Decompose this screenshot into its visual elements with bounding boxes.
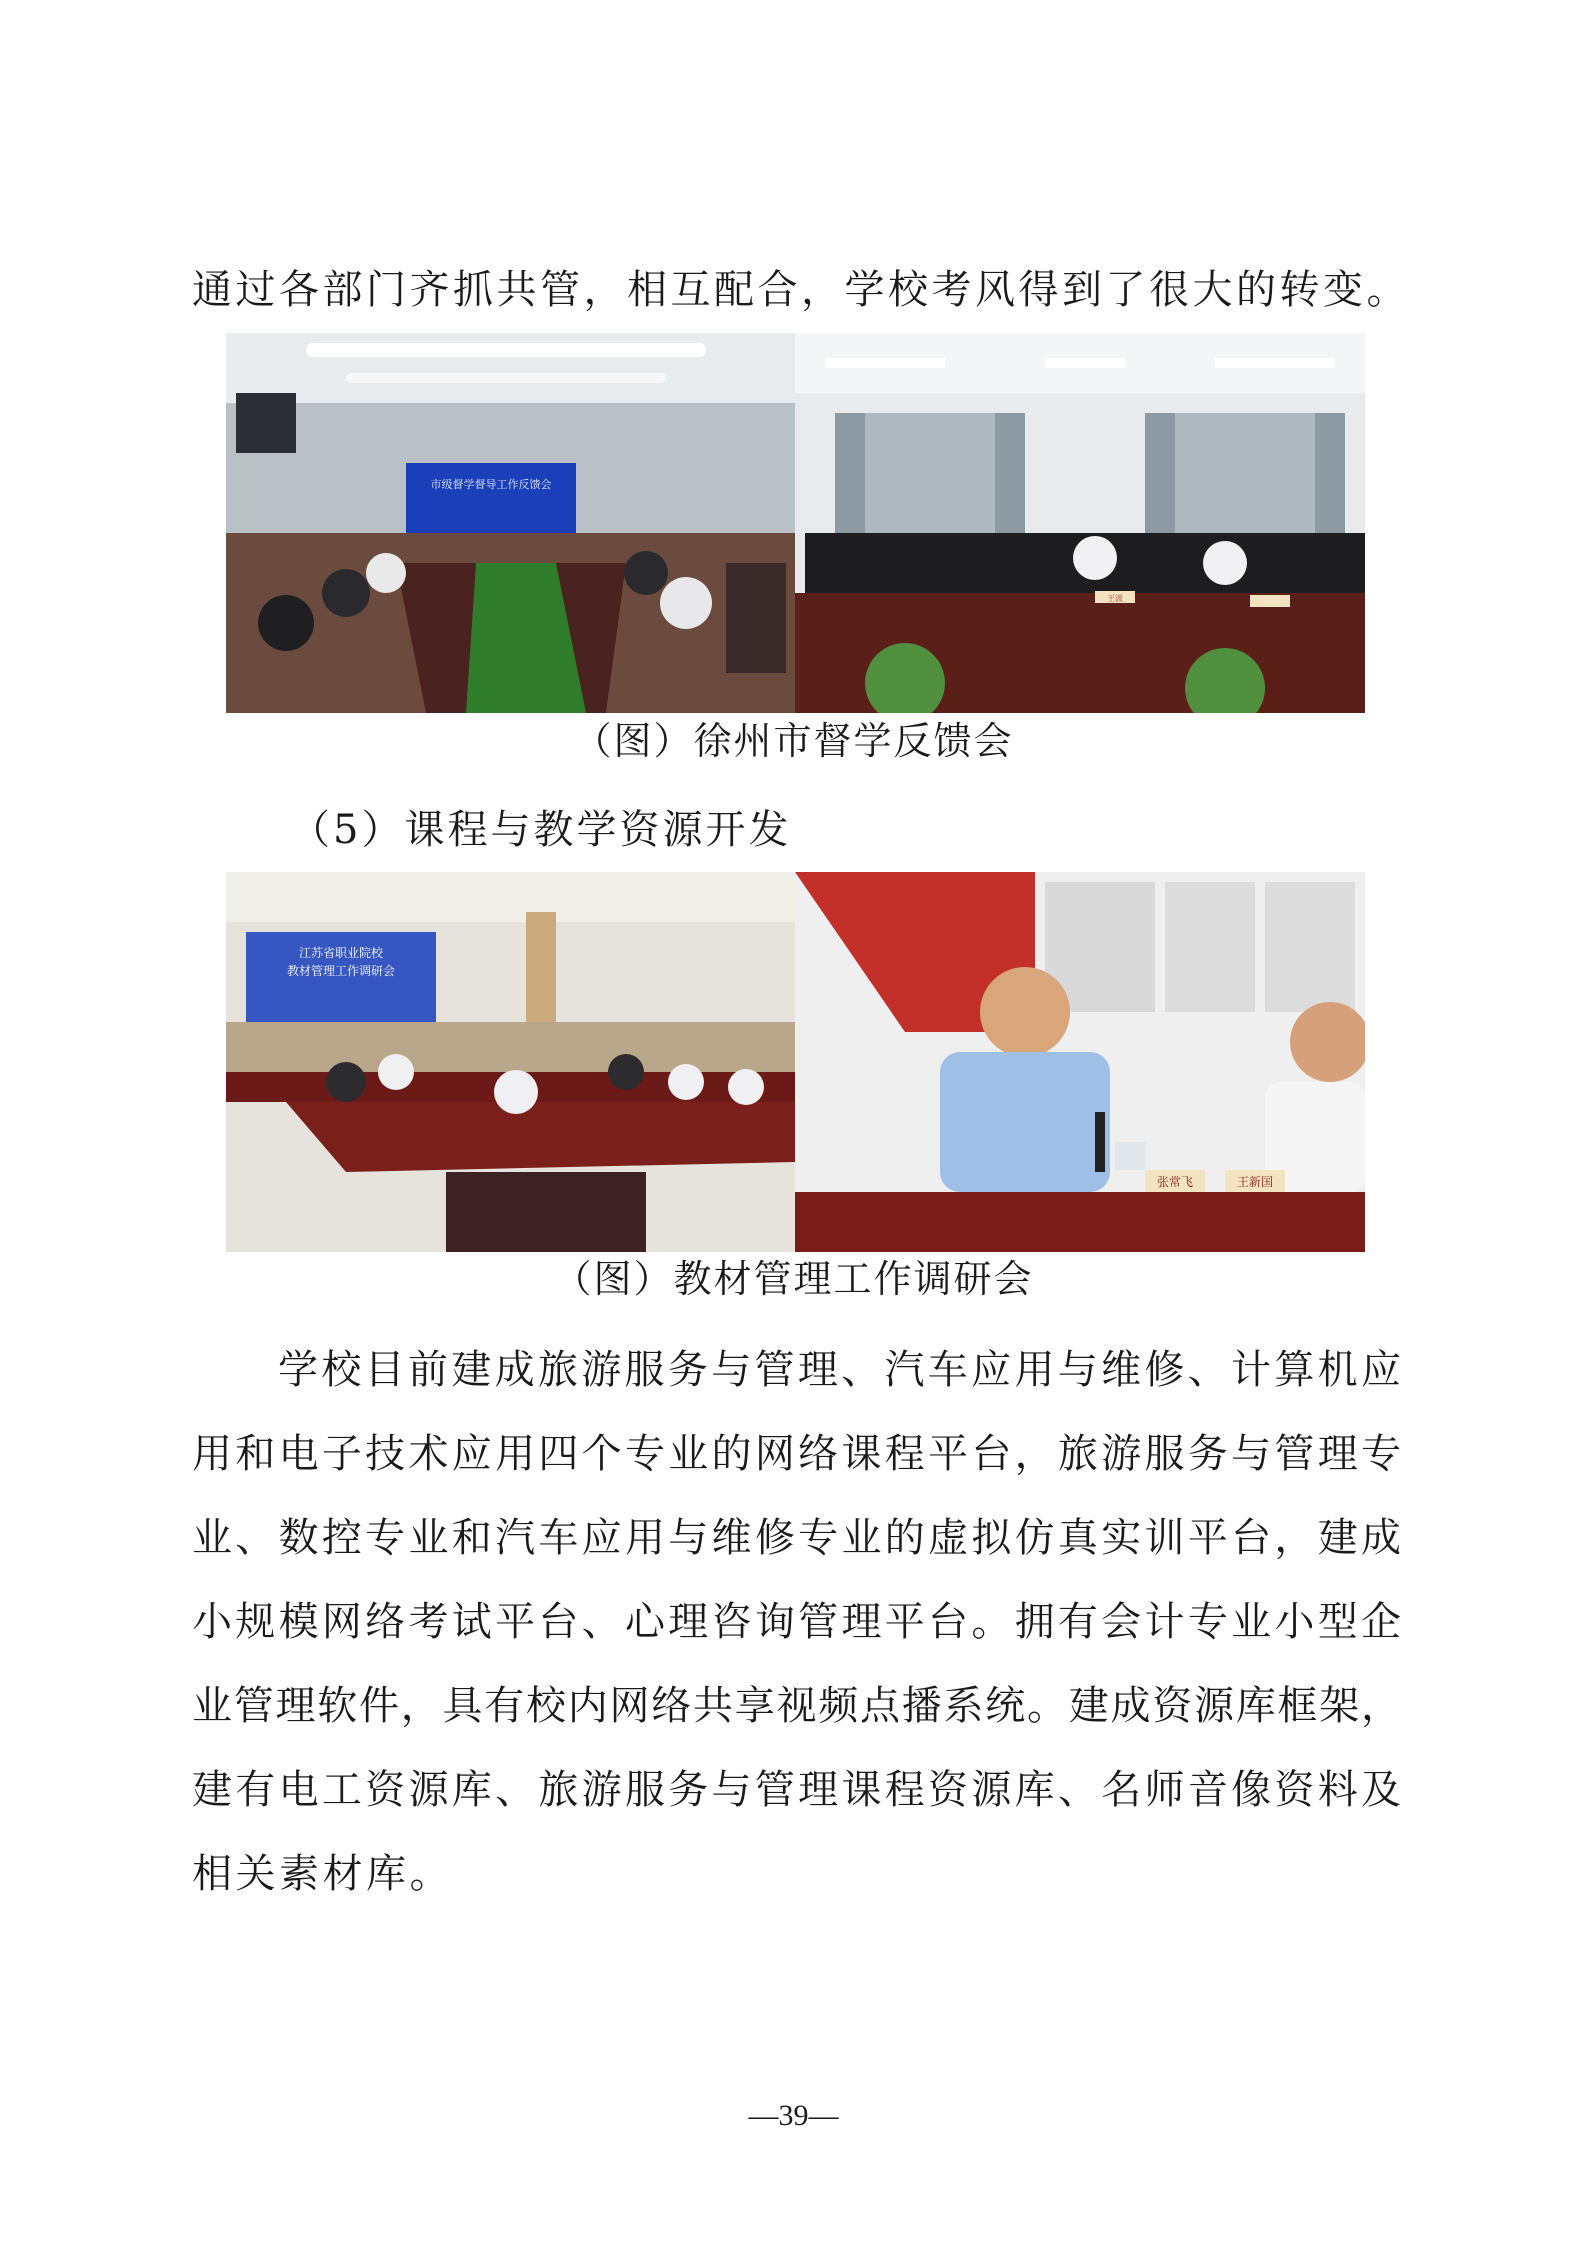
body-line-6: 建有电工资源库、旅游服务与管理课程资源库、名师音像资料及 (192, 1767, 1402, 1813)
nameplate-2-left: 张常飞 (1156, 1175, 1194, 1189)
figure2-caption: （图）教材管理工作调研会 (553, 1257, 1034, 1301)
photo-feedback-meeting-right (795, 333, 1365, 713)
nameplate-2-right: 王新国 (1236, 1175, 1274, 1189)
photo-textbook-meeting-left (226, 872, 795, 1252)
body-line-2: 用和电子技术应用四个专业的网络课程平台，旅游服务与管理专 (192, 1431, 1402, 1477)
photo-feedback-meeting-left (226, 333, 795, 713)
figure1-caption: （图）徐州市督学反馈会 (573, 719, 1014, 763)
body-line-4: 小规模网络考试平台、心理咨询管理平台。拥有会计专业小型企 (192, 1599, 1402, 1645)
intro-paragraph: 通过各部门齐抓共管，相互配合，学校考风得到了很大的转变。 (192, 267, 1410, 313)
body-line-5: 业管理软件，具有校内网络共享视频点播系统。建成资源库框架， (192, 1683, 1402, 1729)
body-line-7: 相关素材库。 (192, 1851, 453, 1897)
screen-title-1: 市级督学督导工作反馈会 (430, 478, 552, 491)
photo-textbook-meeting-right (795, 872, 1365, 1252)
section-subheading: （5）课程与教学资源开发 (290, 807, 792, 853)
screen-title-2a: 江苏省职业院校 (298, 946, 384, 960)
body-line-1: 学校目前建成旅游服务与管理、汽车应用与维修、计算机应 (278, 1347, 1402, 1393)
screen-title-2b: 教材管理工作调研会 (286, 964, 396, 978)
page-number: —39— (748, 2099, 839, 2132)
body-line-3: 业、数控专业和汽车应用与维修专业的虚拟仿真实训平台，建成 (192, 1515, 1402, 1561)
nameplate-1-left: 王波 (1107, 594, 1123, 603)
